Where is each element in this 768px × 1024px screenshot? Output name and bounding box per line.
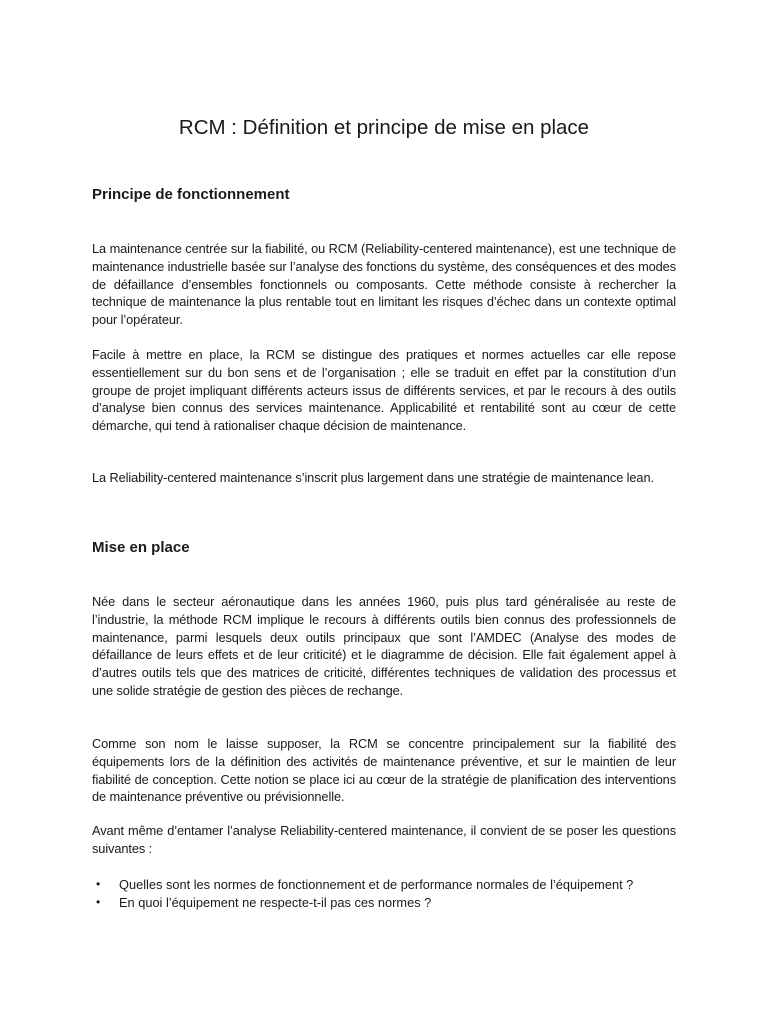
- section-heading-principe: Principe de fonctionnement: [92, 186, 290, 203]
- section-heading-mise-en-place: Mise en place: [92, 539, 190, 556]
- bullet-icon: •: [96, 894, 101, 909]
- page-title: RCM : Définition et principe de mise en place: [178, 116, 590, 139]
- questions-list: [92, 876, 676, 912]
- paragraph: La Reliability-centered maintenance s’inscrit plus largement dans une stratégie de maintenance lean.: [92, 470, 654, 485]
- list-item-text: En quoi l’équipement ne respecte-t-il pas ces normes ?: [119, 894, 432, 910]
- paragraph: Avant même d’entamer l’analyse Reliability-centered maintenance, il convient de se poser les questions suivantes :: [92, 823, 676, 856]
- list-item: [92, 894, 676, 912]
- bullet-icon: •: [96, 877, 101, 891]
- paragraph: Facile à mettre en place, la RCM se distingue des pratiques et normes actuelles car elle repose essentiellement sur du bon sens et de l’organisation ; elle se traduit en effet par la constitution d’un groupe de projet impliquant différents acteurs issus de différents services, et par le recours à des outils d’analyse bien connus des services maintenance. Applicabilité et rentabilité sont au cœur de cette démarche, qui tend à rationaliser chaque décision de maintenance.: [92, 347, 676, 434]
- list-item-text: Quelles sont les normes de fonctionnement et de performance normales de l’équipement ?: [119, 877, 634, 892]
- paragraph: Comme son nom le laisse supposer, la RCM se concentre principalement sur la fiabilité des équipements lors de la définition des activités de maintenance préventive, et sur le maintien de leur fiabilité de conception. Cette notion se place ici au cœur de la stratégie de planification des interventions de maintenance préventive ou prévisionnelle.: [92, 736, 676, 805]
- list-item: [92, 876, 676, 894]
- paragraph: La maintenance centrée sur la fiabilité, ou RCM (Reliability-centered maintenance), est une technique de maintenance industrielle basée sur l’analyse des fonctions du système, des conséquences et des modes de défaillance d’ensembles fonctionnels ou composants. Cette méthode consiste à rechercher la technique de maintenance la plus rentable tout en limitant les risques d’échec dans un contexte optimal pour l’opérateur.: [92, 241, 676, 328]
- paragraph: Née dans le secteur aéronautique dans les années 1960, puis plus tard généralisée au reste de l’industrie, la méthode RCM implique le recours à différents outils bien connus des professionnels de maintenance, parmi lesquels deux outils principaux que sont l’AMDEC (Analyse des modes de défaillance de leurs effets et de leur criticité) et le diagramme de décision. Elle fait également appel à d’autres outils tels que des matrices de criticité, différentes techniques de validation des processus et une solide stratégie de gestion des pièces de rechange.: [92, 594, 676, 698]
